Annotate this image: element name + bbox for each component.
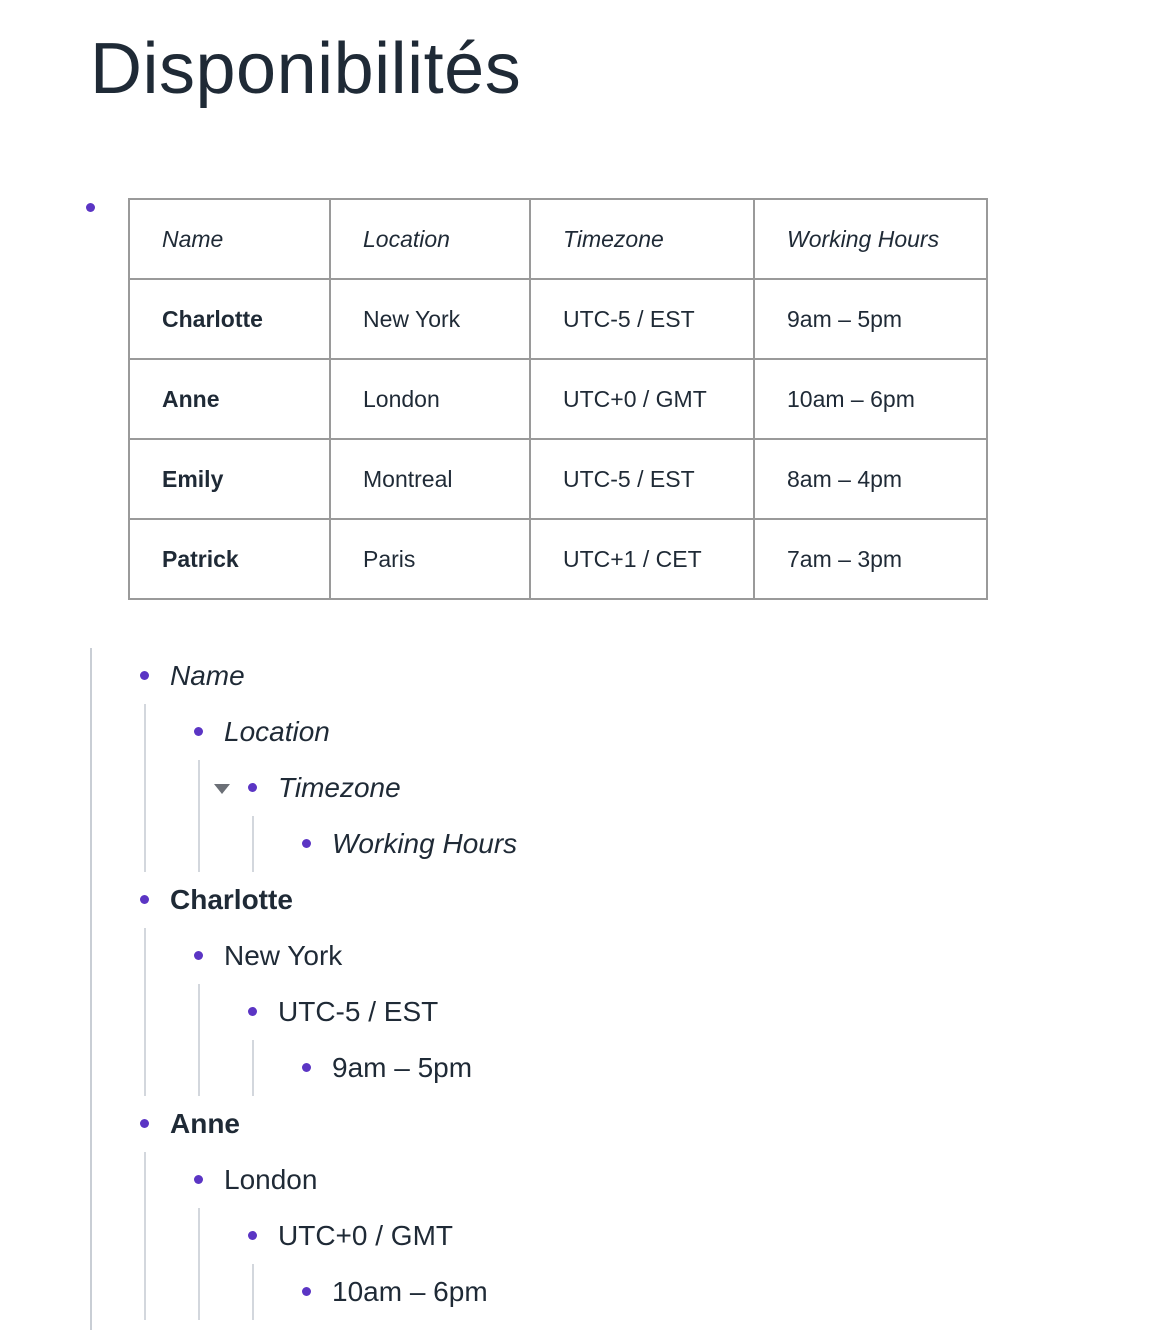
table-row bbox=[129, 359, 987, 439]
availability-table bbox=[128, 198, 988, 600]
table-row bbox=[129, 519, 987, 599]
outline-guide bbox=[90, 648, 92, 1330]
outline-guide bbox=[252, 1264, 254, 1320]
bullet-icon[interactable] bbox=[302, 1063, 311, 1072]
header-working-hours: Working Hours bbox=[754, 199, 987, 279]
outline-guide bbox=[198, 760, 200, 872]
bullet-icon[interactable] bbox=[194, 951, 203, 960]
bullet-icon[interactable] bbox=[86, 203, 95, 212]
table-row bbox=[129, 439, 987, 519]
cell-working-hours: 7am – 3pm bbox=[754, 519, 987, 599]
table-row bbox=[129, 279, 987, 359]
list-item-label: 10am – 6pm bbox=[332, 1276, 488, 1307]
cell-working-hours: 10am – 6pm bbox=[754, 359, 987, 439]
outline-guide bbox=[252, 1040, 254, 1096]
bullet-icon[interactable] bbox=[140, 895, 149, 904]
cell-location: New York bbox=[330, 279, 530, 359]
cell-timezone: UTC+1 / CET bbox=[530, 519, 754, 599]
outline-guide bbox=[198, 1208, 200, 1320]
cell-timezone: UTC-5 / EST bbox=[530, 439, 754, 519]
page-title: Disponibilités bbox=[90, 29, 522, 109]
list-item-label: Charlotte bbox=[170, 884, 293, 915]
list-item-label: Timezone bbox=[278, 772, 401, 803]
bullet-icon[interactable] bbox=[194, 1175, 203, 1184]
cell-working-hours: 8am – 4pm bbox=[754, 439, 987, 519]
list-item-label: Anne bbox=[170, 1108, 240, 1139]
cell-name: Patrick bbox=[129, 519, 330, 599]
list-item-label: Working Hours bbox=[332, 828, 518, 859]
bullet-icon[interactable] bbox=[248, 1231, 257, 1240]
outline-guide bbox=[144, 928, 146, 1096]
list-item-label: London bbox=[224, 1164, 318, 1195]
outline-guide bbox=[144, 1152, 146, 1320]
caret-down-icon[interactable] bbox=[214, 784, 230, 794]
cell-location: Montreal bbox=[330, 439, 530, 519]
cell-timezone: UTC-5 / EST bbox=[530, 279, 754, 359]
header-timezone: Timezone bbox=[530, 199, 754, 279]
header-location: Location bbox=[330, 199, 530, 279]
outline-guide bbox=[252, 816, 254, 872]
list-item-label: UTC+0 / GMT bbox=[278, 1220, 454, 1251]
list-item-label: 9am – 5pm bbox=[332, 1052, 473, 1083]
cell-timezone: UTC+0 / GMT bbox=[530, 359, 754, 439]
bullet-icon[interactable] bbox=[248, 783, 257, 792]
cell-working-hours: 9am – 5pm bbox=[754, 279, 987, 359]
cell-location: London bbox=[330, 359, 530, 439]
bullet-icon[interactable] bbox=[302, 1287, 311, 1296]
cell-location: Paris bbox=[330, 519, 530, 599]
outline-guide bbox=[144, 704, 146, 872]
header-name: Name bbox=[129, 199, 330, 279]
table-header-row bbox=[129, 199, 987, 279]
list-item-label: Location bbox=[224, 716, 330, 747]
bullet-icon[interactable] bbox=[194, 727, 203, 736]
outline-guide bbox=[198, 984, 200, 1096]
list-item-label: New York bbox=[224, 940, 343, 971]
cell-name: Charlotte bbox=[129, 279, 330, 359]
bullet-icon[interactable] bbox=[140, 671, 149, 680]
cell-name: Emily bbox=[129, 439, 330, 519]
bullet-icon[interactable] bbox=[302, 839, 311, 848]
bullet-icon[interactable] bbox=[140, 1119, 149, 1128]
list-item-label: Name bbox=[170, 660, 245, 691]
cell-name: Anne bbox=[129, 359, 330, 439]
bullet-icon[interactable] bbox=[248, 1007, 257, 1016]
list-item-label: UTC-5 / EST bbox=[278, 996, 439, 1027]
